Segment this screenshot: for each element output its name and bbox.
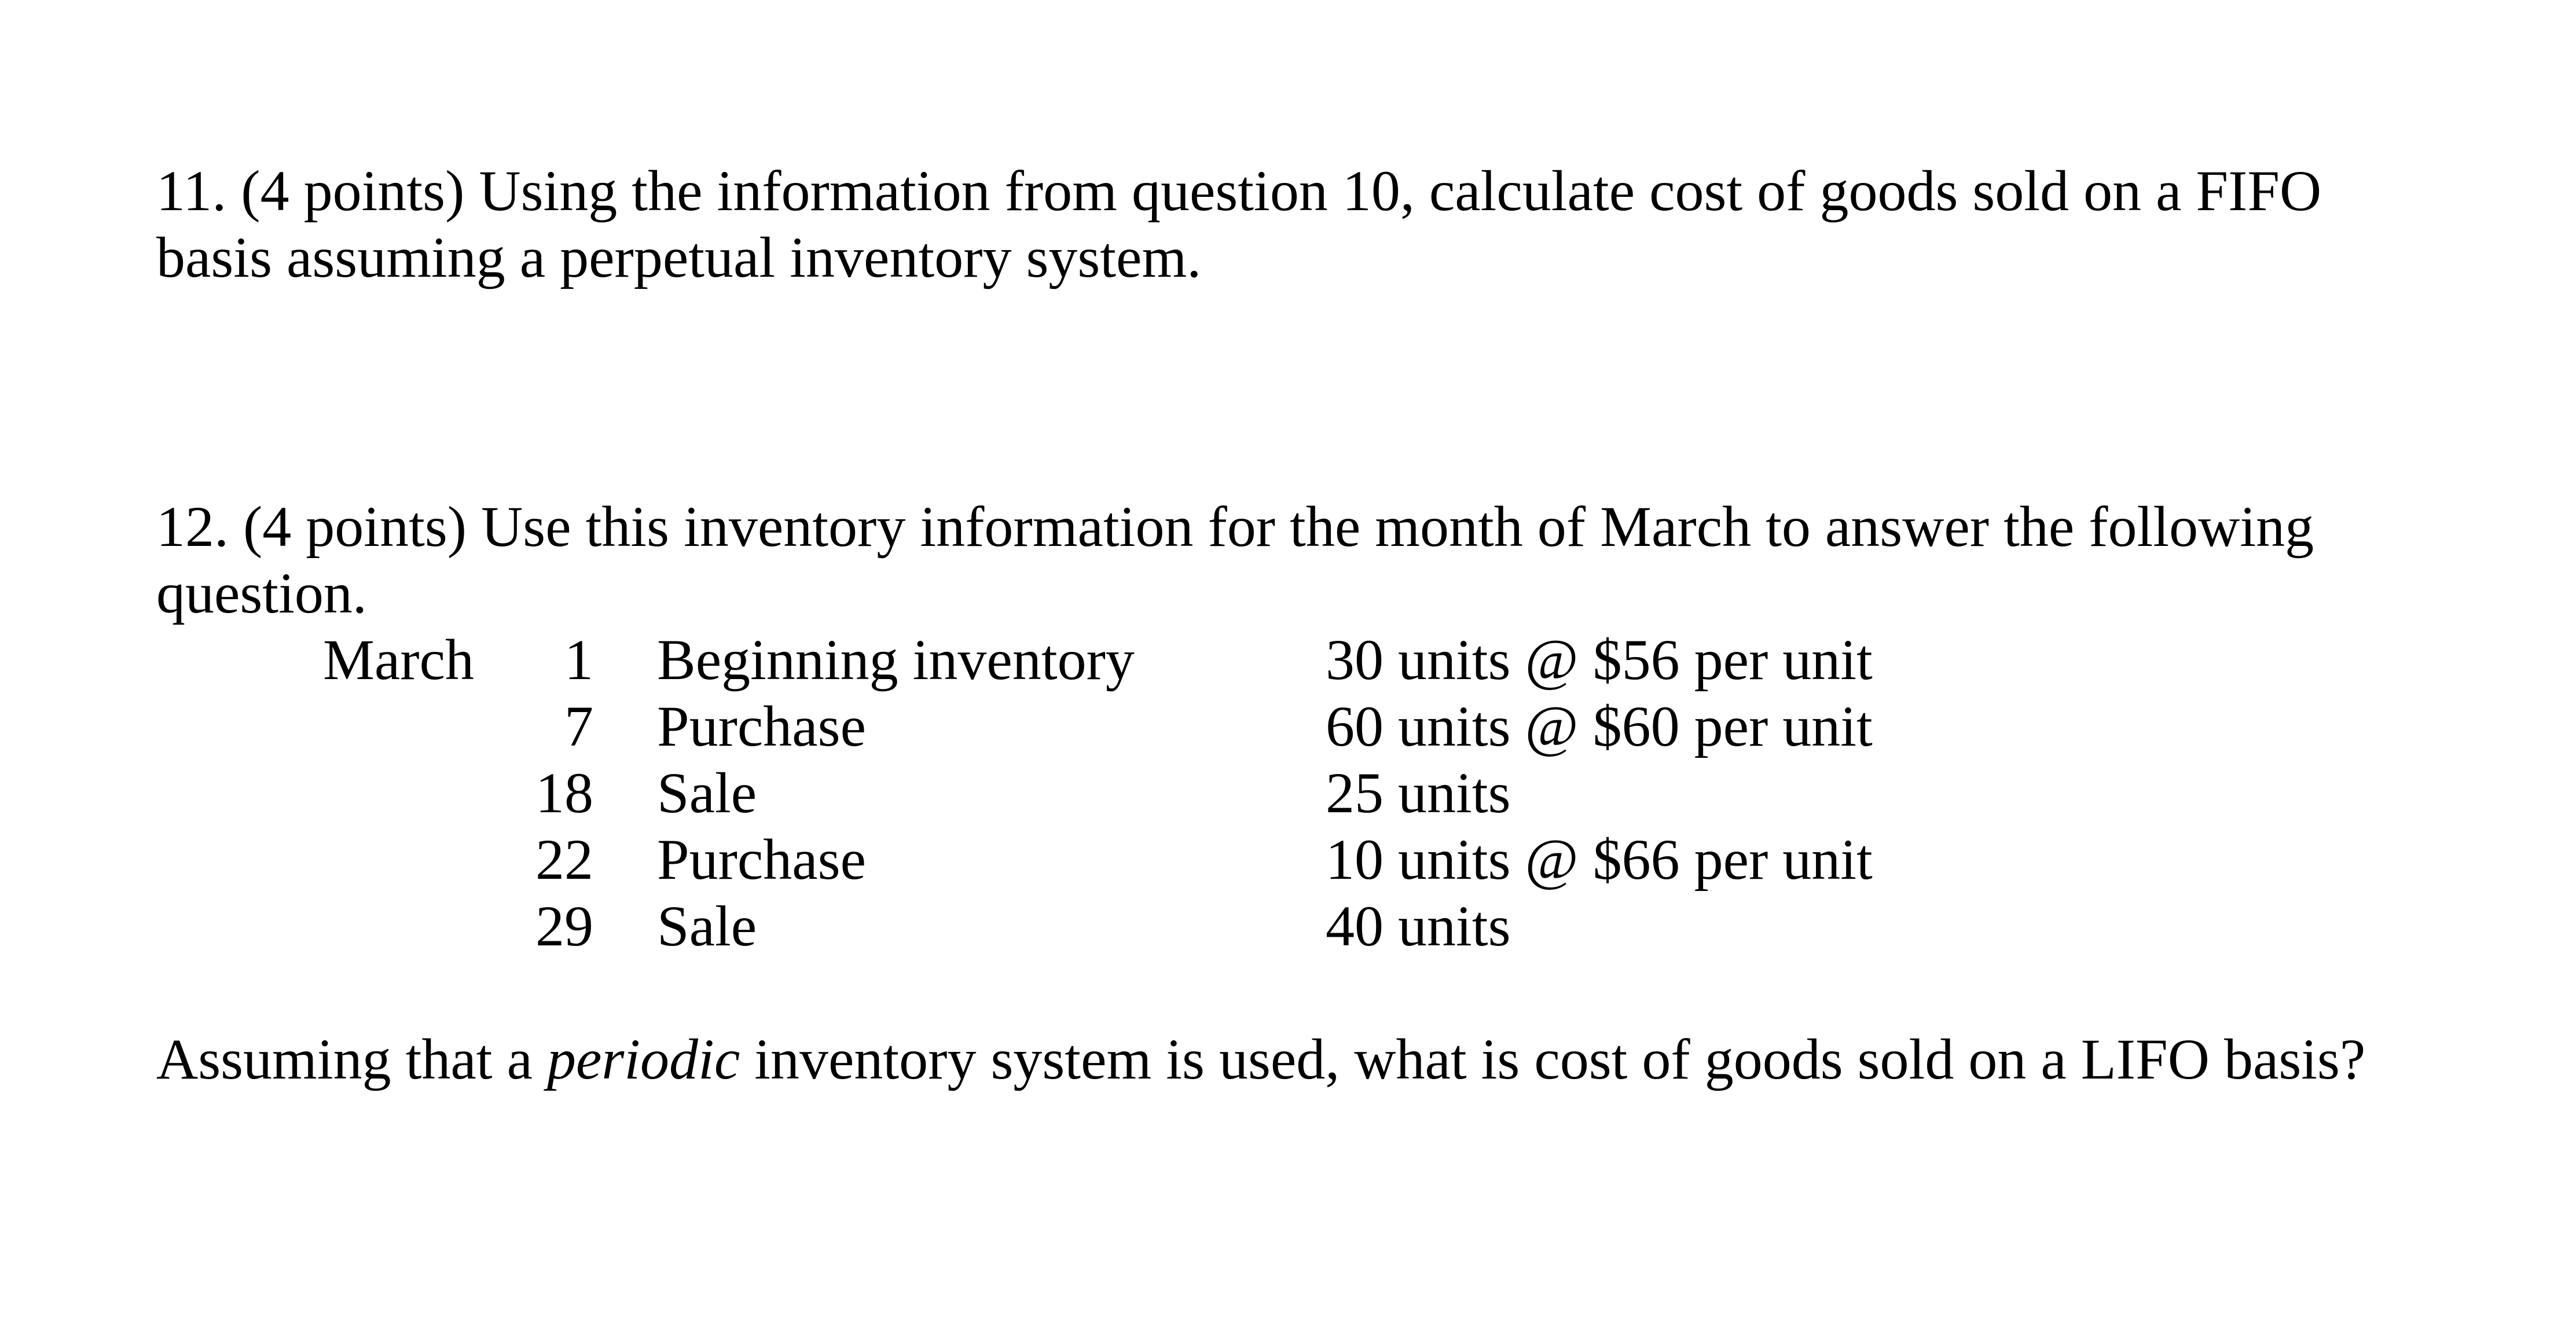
inventory-description: Purchase (657, 694, 866, 758)
question-11 (156, 157, 2472, 291)
inventory-row (0, 893, 2576, 959)
lifo-question-after: inventory system is used, what is cost of goods sold on a LIFO basis? (740, 1027, 2366, 1091)
inventory-quantity: 25 units (1326, 761, 1511, 825)
inventory-quantity: 40 units (1326, 894, 1511, 958)
inventory-description: Purchase (657, 827, 866, 892)
inventory-month: March (323, 628, 474, 692)
inventory-day: 1 (564, 628, 593, 692)
inventory-day: 18 (535, 761, 593, 825)
inventory-quantity: 30 units @ $56 per unit (1326, 628, 1873, 692)
inventory-row (0, 693, 2576, 760)
inventory-description: Sale (657, 761, 757, 825)
lifo-question (156, 1026, 2472, 1092)
inventory-row (0, 760, 2576, 826)
question-12-line-2: question. (156, 561, 367, 625)
question-12-line-1: 12. (4 points) Use this inventory information for the month of March to answer the following (156, 494, 2314, 559)
inventory-description: Beginning inventory (657, 628, 1135, 692)
inventory-day: 29 (535, 894, 593, 958)
inventory-day: 22 (535, 827, 593, 892)
question-11-line-2: basis assuming a perpetual inventory system. (156, 225, 1202, 289)
inventory-row (0, 826, 2576, 893)
inventory-description: Sale (657, 894, 757, 958)
lifo-question-before: Assuming that a (156, 1027, 547, 1091)
question-12 (156, 493, 2472, 626)
inventory-table (0, 626, 2576, 959)
inventory-row (0, 626, 2576, 693)
inventory-day: 7 (564, 694, 593, 758)
inventory-quantity: 60 units @ $60 per unit (1326, 694, 1873, 758)
inventory-quantity: 10 units @ $66 per unit (1326, 827, 1873, 892)
lifo-question-emphasis: periodic (546, 1027, 740, 1091)
question-11-line-1: 11. (4 points) Using the information from question 10, calculate cost of goods sold on a FIFO (156, 159, 2322, 223)
